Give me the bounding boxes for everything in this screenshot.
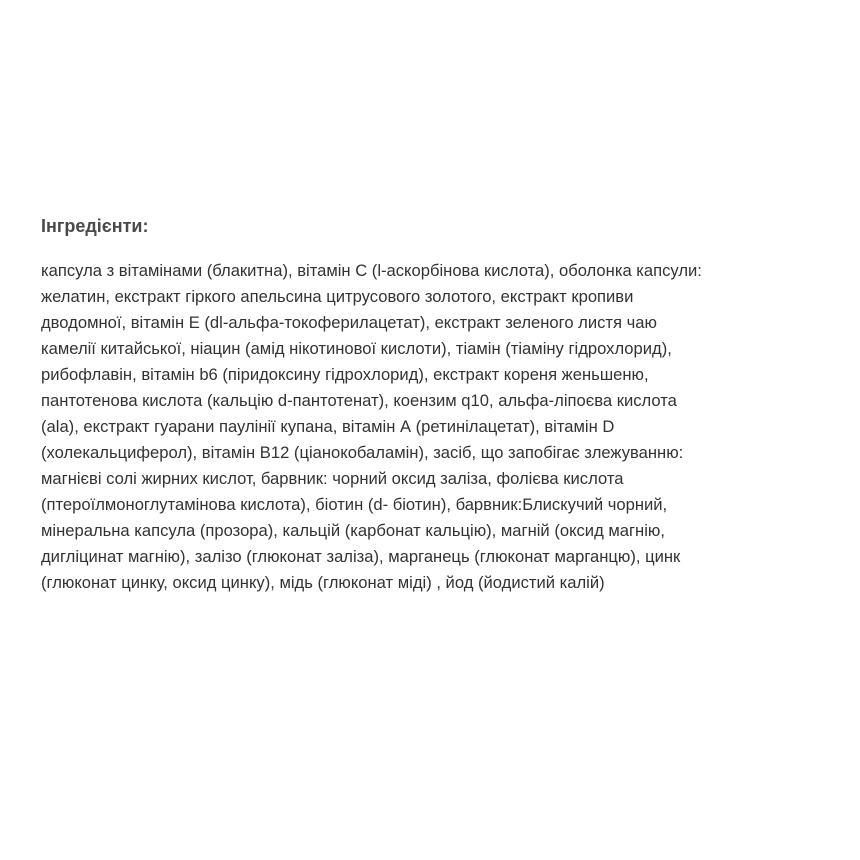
- ingredients-line: желатин, екстракт гіркого апельсина цитрусового золотого, екстракт кропиви: [41, 287, 634, 306]
- ingredients-line: (холекальциферол), вітамін В12 (ціанокобаламін), засіб, що запобігає злежуванню:: [41, 443, 684, 462]
- ingredients-line: камелії китайської, ніацин (амід нікотинової кислоти), тіамін (тіаміну гідрохлорид),: [41, 339, 672, 358]
- ingredients-line: рибофлавін, вітамін b6 (піридоксину гідрохлорид), екстракт кореня женьшеню,: [41, 365, 649, 384]
- ingredients-line: (ala), екстракт гуарани паулінії купана, вітамін А (ретинілацетат), вітамін D: [41, 417, 615, 436]
- ingredients-section: [41, 213, 831, 596]
- ingredients-line: (глюконат цинку, оксид цинку), мідь (глюконат міді) , йод (йодистий калій): [41, 573, 605, 592]
- ingredients-line: магнієві солі жирних кислот, барвник: чорний оксид заліза, фолієва кислота: [41, 469, 624, 488]
- ingredients-line: мінеральна капсула (прозора), кальцій (карбонат кальцію), магній (оксид магнію,: [41, 521, 665, 540]
- ingredients-line: дводомної, вітамін Е (dl-альфа-токоферилацетат), екстракт зеленого листя чаю: [41, 313, 657, 332]
- ingredients-text: [41, 258, 831, 596]
- ingredients-line: дигліцинат магнію), залізо (глюконат заліза), марганець (глюконат марганцю), цинк: [41, 547, 681, 566]
- ingredients-heading: Інгредієнти:: [41, 216, 149, 236]
- ingredients-line: (птероїлмоноглутамінова кислота), біотин (d- біотин), барвник:Блискучий чорний,: [41, 495, 668, 514]
- ingredients-line: капсула з вітамінами (блакитна), вітамін С (l-аскорбінова кислота), оболонка капсули:: [41, 261, 702, 280]
- ingredients-line: пантотенова кислота (кальцію d-пантотенат), коензим q10, альфа-ліпоєва кислота: [41, 391, 677, 410]
